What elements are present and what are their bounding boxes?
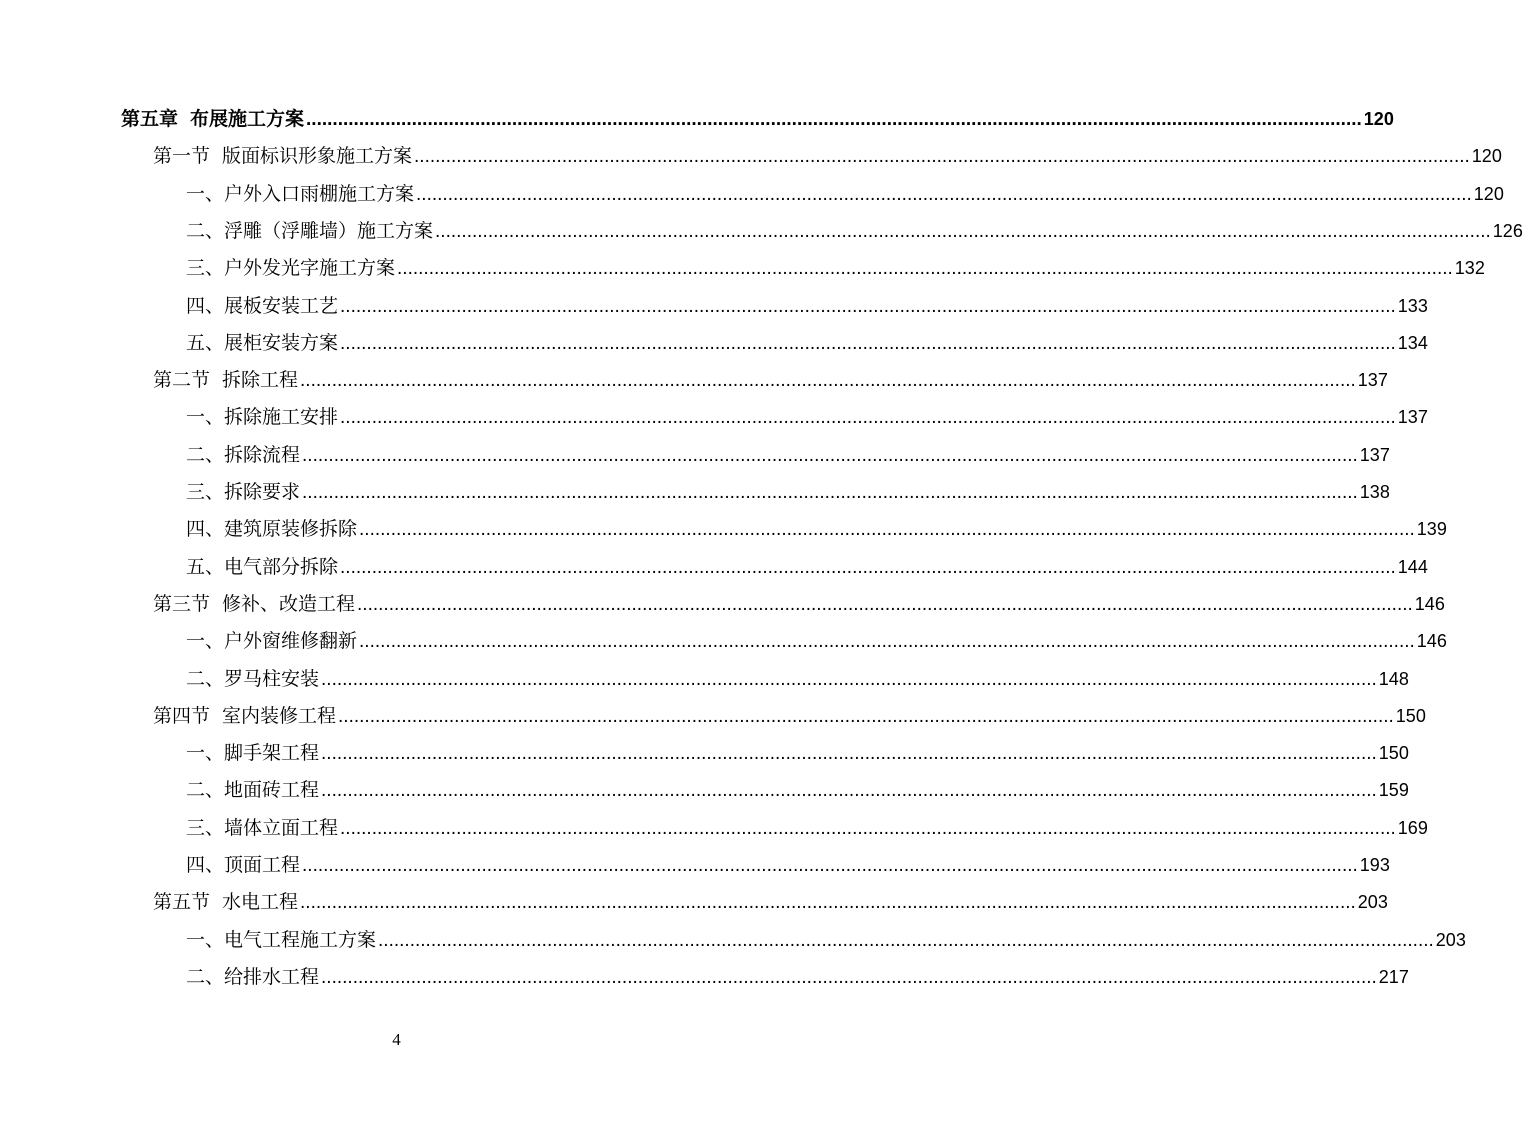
toc-entry-title: 拆除要求 [224, 481, 301, 503]
toc-entry-prefix: 第三节 [153, 592, 211, 615]
toc-entry-page: 203 [1357, 892, 1388, 913]
toc-dot-leader: ........................................................................................................................................................................................................ [300, 370, 1356, 392]
toc-entry-title: 布展施工方案 [190, 108, 305, 130]
toc-entry-title: 电气工程施工方案 [224, 928, 377, 951]
toc-entry-label [186, 477, 300, 507]
toc-subsection-entry[interactable] [186, 552, 1428, 582]
toc-entry-title: 顶面工程 [224, 854, 301, 876]
toc-subsection-entry[interactable] [186, 291, 1428, 321]
toc-entry-page: 193 [1359, 855, 1390, 875]
toc-subsection-entry[interactable] [186, 477, 1390, 507]
toc-entry-prefix: 第五节 [153, 891, 211, 914]
toc-entry-label [186, 626, 357, 656]
toc-dot-leader: ........................................................................................................................................................................................................ [302, 444, 1358, 466]
toc-entry-label [153, 589, 355, 619]
toc-entry-title: 版面标识形象施工方案 [222, 145, 413, 168]
toc-section-entry[interactable] [153, 589, 1445, 619]
toc-entry-page: 137 [1357, 370, 1388, 391]
toc-entry-label [153, 141, 412, 171]
toc-dot-leader: ........................................................................................................................................................................................................ [300, 892, 1356, 914]
toc-entry-page: 159 [1378, 780, 1409, 801]
toc-dot-leader: ........................................................................................................................................................................................................ [340, 295, 1396, 317]
toc-entry-label [186, 253, 395, 283]
toc-entry-label [186, 925, 376, 955]
toc-entry-prefix: 第二节 [153, 369, 211, 392]
toc-entry-page: 169 [1397, 817, 1428, 838]
toc-entry-title: 户外入口雨棚施工方案 [224, 182, 415, 205]
toc-entry-title: 水电工程 [222, 891, 299, 914]
toc-entry-title: 给排水工程 [224, 965, 320, 988]
toc-dot-leader: ........................................................................................................................................................................................................ [321, 743, 1377, 765]
toc-dot-leader: ........................................................................................................................................................................................................ [302, 482, 1358, 503]
toc-entry-label [186, 775, 319, 805]
toc-entry-page: 138 [1359, 482, 1390, 502]
toc-subsection-entry[interactable] [186, 813, 1428, 843]
toc-entry-title: 罗马柱安装 [224, 667, 320, 690]
toc-dot-leader: ........................................................................................................................................................................................................ [306, 109, 1362, 130]
toc-entry-prefix: 二、 [186, 219, 225, 242]
toc-dot-leader: ........................................................................................................................................................................................................ [340, 332, 1396, 354]
toc-entry-title: 室内装修工程 [222, 704, 337, 727]
toc-dot-leader: ........................................................................................................................................................................................................ [302, 855, 1358, 876]
toc-entry-label [186, 552, 338, 582]
toc-entry-page: 137 [1397, 407, 1428, 428]
toc-subsection-entry[interactable] [186, 775, 1409, 805]
toc-dot-leader: ........................................................................................................................................................................................................ [321, 780, 1377, 802]
toc-entry-title: 地面砖工程 [224, 779, 320, 802]
toc-entry-page: 148 [1378, 668, 1409, 689]
toc-entry-page: 120 [1363, 109, 1394, 129]
toc-entry-label [186, 514, 357, 544]
toc-section-entry[interactable] [153, 365, 1388, 395]
page-number: 4 [392, 1030, 401, 1049]
toc-entry-label [186, 328, 338, 358]
toc-entry-prefix: 五、 [186, 331, 225, 354]
toc-entry-label [186, 738, 319, 768]
toc-dot-leader: ........................................................................................................................................................................................................ [397, 258, 1453, 280]
toc-subsection-entry[interactable] [186, 962, 1409, 992]
toc-entry-page: 133 [1397, 295, 1428, 316]
toc-entry-prefix: 四、 [186, 294, 225, 317]
toc-entry-title: 拆除流程 [224, 443, 301, 466]
toc-subsection-entry[interactable] [186, 850, 1390, 880]
toc-subsection-entry[interactable] [186, 216, 1523, 246]
toc-entry-title: 墙体立面工程 [224, 816, 339, 839]
toc-entry-prefix: 第四节 [153, 704, 211, 727]
toc-entry-page: 139 [1416, 519, 1447, 540]
toc-entry-page: 126 [1492, 220, 1523, 241]
toc-entry-prefix: 二、 [186, 667, 225, 690]
toc-entry-title: 建筑原装修拆除 [224, 518, 358, 541]
toc-dot-leader: ........................................................................................................................................................................................................ [416, 183, 1472, 205]
toc-subsection-entry[interactable] [186, 179, 1504, 209]
toc-dot-leader: ........................................................................................................................................................................................................ [435, 220, 1491, 242]
toc-entry-prefix: 四、 [186, 854, 225, 876]
toc-dot-leader: ........................................................................................................................................................................................................ [340, 556, 1396, 578]
toc-entry-prefix: 三、 [186, 257, 225, 280]
toc-entry-label [186, 216, 433, 246]
toc-chapter-entry[interactable] [121, 104, 1394, 134]
toc-entry-page: 144 [1397, 556, 1428, 577]
toc-dot-leader: ........................................................................................................................................................................................................ [414, 146, 1470, 168]
toc-entry-page: 150 [1378, 743, 1409, 764]
toc-entry-prefix: 二、 [186, 965, 225, 988]
toc-entry-label [186, 664, 319, 694]
toc-section-entry[interactable] [153, 701, 1426, 731]
toc-entry-title: 电气部分拆除 [224, 555, 339, 578]
toc-dot-leader: ........................................................................................................................................................................................................ [340, 407, 1396, 429]
toc-dot-leader: ........................................................................................................................................................................................................ [338, 705, 1394, 727]
toc-entry-title: 展柜安装方案 [224, 331, 339, 354]
toc-entry-label [186, 962, 319, 992]
toc-entry-label [153, 887, 298, 917]
toc-entry-prefix: 一、 [186, 928, 225, 951]
toc-entry-label [186, 179, 414, 209]
toc-entry-prefix: 三、 [186, 481, 225, 503]
toc-entry-page: 134 [1397, 332, 1428, 353]
toc-entry-prefix: 第五章 [121, 108, 179, 130]
toc-section-entry[interactable] [153, 141, 1502, 171]
toc-entry-prefix: 二、 [186, 443, 225, 466]
toc-entry-label [153, 365, 298, 395]
toc-entry-title: 浮雕（浮雕墙）施工方案 [224, 219, 434, 242]
toc-entry-label [186, 402, 338, 432]
toc-section-entry[interactable] [153, 887, 1388, 917]
toc-entry-prefix: 四、 [186, 518, 225, 541]
toc-entry-prefix: 二、 [186, 779, 225, 802]
toc-entry-title: 脚手架工程 [224, 742, 320, 765]
toc-entry-page: 146 [1416, 631, 1447, 652]
toc-entry-title: 拆除施工安排 [224, 406, 339, 429]
toc-entry-prefix: 第一节 [153, 145, 211, 168]
toc-subsection-entry[interactable] [186, 738, 1409, 768]
toc-entry-prefix: 一、 [186, 406, 225, 429]
toc-subsection-entry[interactable] [186, 664, 1409, 694]
toc-entry-prefix: 三、 [186, 816, 225, 839]
toc-subsection-entry[interactable] [186, 328, 1428, 358]
toc-entry-page: 203 [1435, 929, 1466, 950]
toc-entry-label [153, 701, 336, 731]
toc-dot-leader: ........................................................................................................................................................................................................ [340, 817, 1396, 839]
toc-subsection-entry[interactable] [186, 925, 1466, 955]
toc-entry-label [186, 850, 300, 880]
toc-subsection-entry[interactable] [186, 253, 1485, 283]
toc-subsection-entry[interactable] [186, 514, 1447, 544]
toc-entry-page: 120 [1471, 146, 1502, 167]
toc-entry-label [186, 291, 338, 321]
toc-dot-leader: ........................................................................................................................................................................................................ [321, 668, 1377, 690]
toc-entry-label [121, 104, 304, 134]
toc-entry-prefix: 五、 [186, 555, 225, 578]
toc-dot-leader: ........................................................................................................................................................................................................ [378, 929, 1434, 951]
toc-entry-page: 217 [1378, 966, 1409, 987]
toc-entry-page: 132 [1454, 258, 1485, 279]
toc-subsection-entry[interactable] [186, 440, 1390, 470]
toc-entry-title: 展板安装工艺 [224, 294, 339, 317]
toc-entry-page: 137 [1359, 444, 1390, 465]
toc-dot-leader: ........................................................................................................................................................................................................ [357, 593, 1413, 615]
toc-entry-title: 修补、改造工程 [222, 592, 356, 615]
toc-entry-prefix: 一、 [186, 630, 225, 653]
toc-subsection-entry[interactable] [186, 402, 1428, 432]
toc-dot-leader: ........................................................................................................................................................................................................ [359, 519, 1415, 541]
toc-entry-prefix: 一、 [186, 182, 225, 205]
toc-subsection-entry[interactable] [186, 626, 1447, 656]
toc-entry-page: 146 [1414, 593, 1445, 614]
toc-entry-title: 拆除工程 [222, 369, 299, 392]
toc-dot-leader: ........................................................................................................................................................................................................ [359, 631, 1415, 653]
toc-entry-label [186, 813, 338, 843]
toc-dot-leader: ........................................................................................................................................................................................................ [321, 966, 1377, 988]
toc-entry-title: 户外窗维修翻新 [224, 630, 358, 653]
toc-entry-prefix: 一、 [186, 742, 225, 765]
toc-entry-page: 120 [1473, 183, 1504, 204]
toc-entry-label [186, 440, 300, 470]
toc-entry-title: 户外发光字施工方案 [224, 257, 396, 280]
toc-entry-page: 150 [1395, 705, 1426, 726]
